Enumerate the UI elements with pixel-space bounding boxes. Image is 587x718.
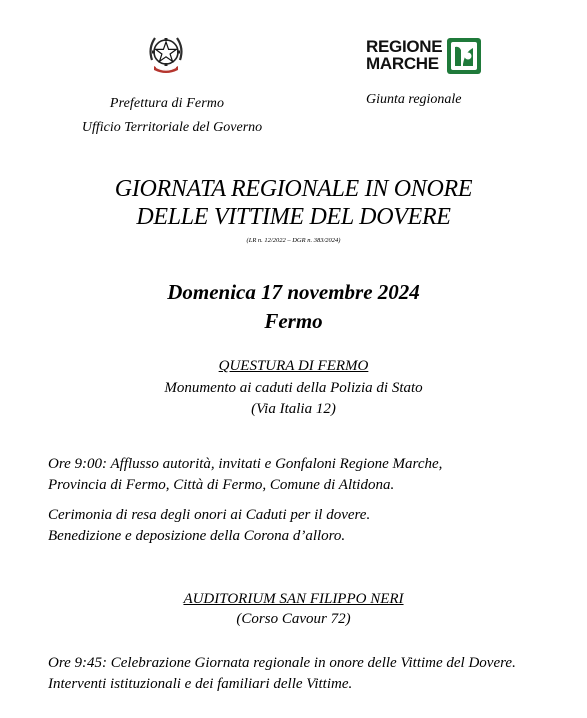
law-reference: (LR n. 12/2022 – DGR n. 383/2024) (246, 237, 341, 244)
venue2-address: (Corso Cavour 72) (236, 611, 351, 627)
venue1-ceremony-line1: Cerimonia di resa degli onori ai Caduti per il dovere. (48, 507, 371, 523)
venue1-address: (Via Italia 12) (251, 401, 336, 417)
venue1-schedule-line2: Provincia di Fermo, Città di Fermo, Comune di Altidona. (48, 477, 395, 493)
event-city: Fermo (264, 309, 323, 333)
venue2-schedule-paragraph (48, 653, 568, 695)
page-title-line1: GIORNATA REGIONALE IN ONORE (114, 176, 473, 202)
prefettura-office: Ufficio Territoriale del Governo (81, 120, 263, 135)
page-title-line2: DELLE VITTIME DEL DOVERE (136, 204, 451, 230)
venue2-name (0, 591, 587, 608)
venue1-schedule-line1: Ore 9:00: Afflusso autorità, invitati e Gonfaloni Regione Marche, (48, 456, 443, 472)
venue1-schedule-paragraph (48, 454, 568, 496)
giunta-regionale-label: Giunta regionale (366, 92, 462, 107)
regione-marche-wordmark (366, 38, 446, 72)
venue1-detail: Monumento ai caduti della Polizia di Stato (164, 380, 423, 396)
venue1-ceremony-paragraph (48, 505, 568, 547)
event-date: Domenica 17 novembre 2024 (167, 280, 420, 304)
prefettura-name: Prefettura di Fermo (109, 96, 225, 111)
venue1-name-text: QUESTURA DI FERMO (218, 358, 369, 374)
venue2-schedule-line1: Ore 9:45: Celebrazione Giornata regionale in onore delle Vittime del Dovere. (48, 655, 516, 671)
venue2-name-text: AUDITORIUM SAN FILIPPO NERI (183, 591, 404, 607)
logo-line-regione: REGIONE (366, 37, 443, 56)
logo-line-marche: MARCHE (366, 54, 439, 73)
venue1-name (0, 358, 587, 375)
venue1-ceremony-line2: Benedizione e deposizione della Corona d’alloro. (48, 528, 346, 544)
venue2-schedule-line2: Interventi istituzionali e dei familiari delle Vittime. (48, 676, 353, 692)
italian-republic-emblem-icon (146, 30, 186, 76)
regione-marche-logo-icon (447, 38, 481, 74)
